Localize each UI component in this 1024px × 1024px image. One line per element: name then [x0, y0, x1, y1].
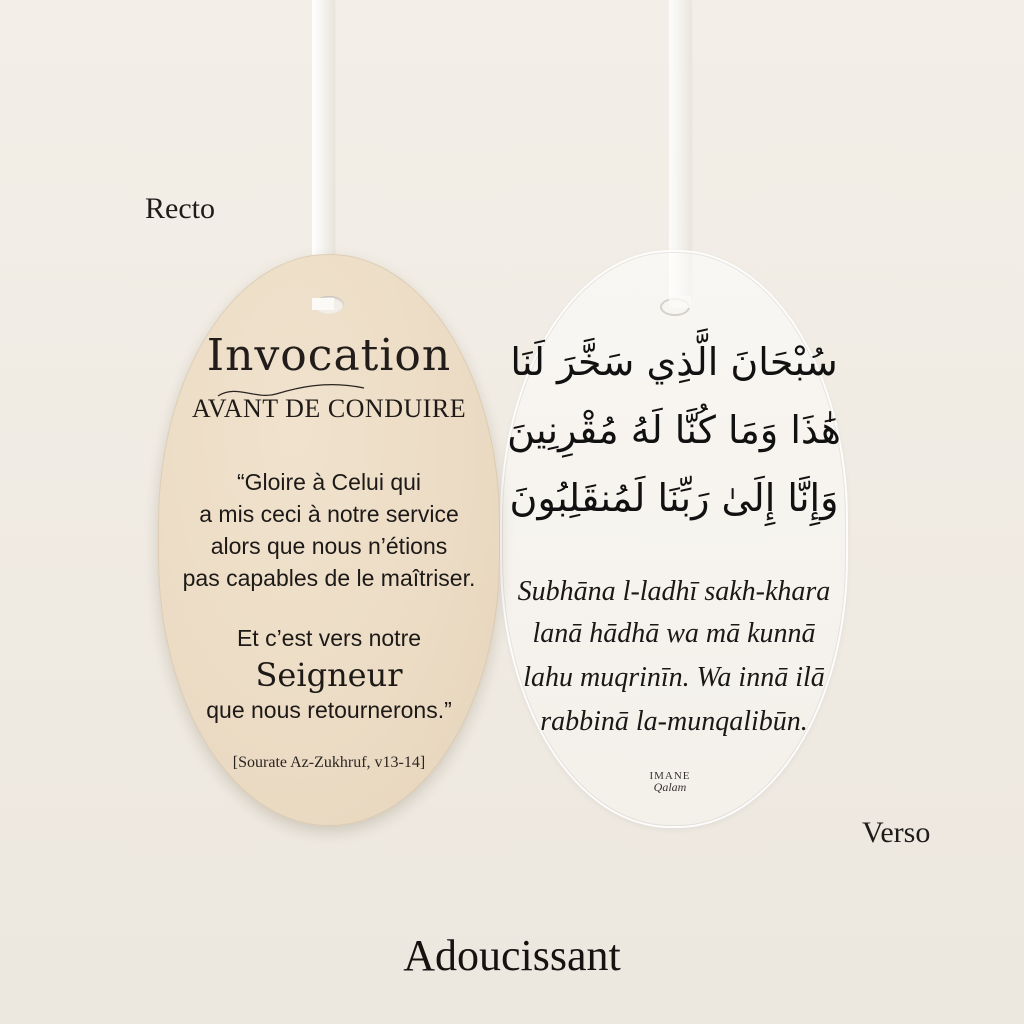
arabic-line-1: سُبْحَانَ الَّذِي سَخَّرَ لَنَا — [510, 340, 838, 384]
ribbon-loop-right — [669, 296, 691, 308]
arabic-line-2: هَٰذَا وَمَا كُنَّا لَهُ مُقْرِنِينَ — [507, 408, 841, 452]
logo-bottom-text: Qalam — [653, 780, 687, 794]
translit-line-1: Subhāna l-ladhī sakh-khara — [517, 576, 831, 607]
recto-subtitle: AVANT DE CONDUIRE — [191, 394, 467, 423]
translit-line-4: rabbinā la-munqalibūn. — [540, 706, 808, 737]
arabic-line-3: وَإِنَّا إِلَىٰ رَبِّنَا لَمُنقَلِبُونَ — [509, 476, 839, 520]
quote-line-3: alors que nous n’étions — [210, 533, 448, 559]
quran-reference: [Sourate Az-Zukhruf, v13-14] — [232, 754, 426, 771]
recto-label: Recto — [145, 192, 215, 225]
recto-tag — [158, 254, 500, 826]
translit-line-3: lahu muqrinīn. Wa innā ilā — [523, 662, 825, 693]
second-line-1: Et c’est vers notre — [236, 625, 422, 651]
quote-line-2: a mis ceci à notre service — [199, 501, 459, 527]
quote-line-4: pas capables de le maîtriser. — [182, 565, 476, 591]
quote-line-1: “Gloire à Celui qui — [236, 469, 422, 495]
logo-top-text: IMANE — [649, 770, 691, 782]
second-line-2: Seigneur — [255, 656, 403, 694]
recto-title: Invocation — [206, 330, 452, 381]
brand-logo — [640, 770, 700, 795]
translit-line-2: lanā hādhā wa mā kunnā — [532, 618, 816, 649]
product-caption: Adoucissant — [403, 931, 621, 980]
verso-tag — [500, 250, 848, 828]
second-line-3: que nous retournerons.” — [206, 697, 452, 723]
verso-label: Verso — [862, 816, 931, 849]
ribbon-loop-left — [312, 298, 334, 310]
